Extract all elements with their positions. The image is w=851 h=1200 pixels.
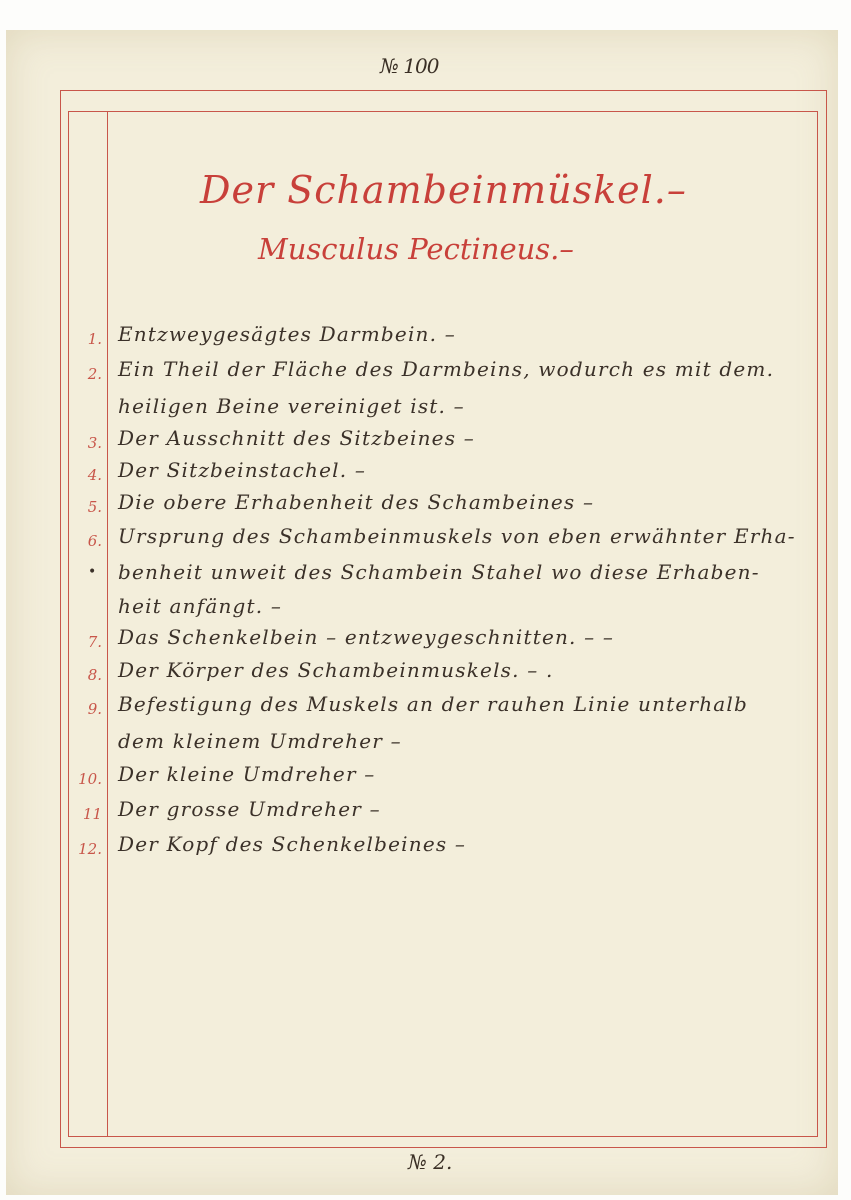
page-title: Der Schambeinmüskel.– [200,168,687,212]
entry-line: Das Schenkelbein – entzweygeschnitten. – – [118,625,615,649]
entry-number: 9. [87,700,102,718]
entry-line: dem kleinem Umdreher – [118,729,402,753]
entry-number: 2. [87,365,102,383]
entry-line: Entzweygesägtes Darmbein. – [118,322,456,346]
entry-line: heit anfängt. – [118,594,283,618]
entry-line: benheit unweit des Schambein Stahel wo diese Erhaben- [118,560,760,584]
entry-number: 7. [87,633,102,651]
entry-number: 3. [87,434,102,452]
entry-line: Ein Theil der Fläche des Darmbeins, wodurch es mit dem. [118,357,775,381]
entry-line: Der Ausschnitt des Sitzbeines – [118,426,475,450]
page-number: № 2. [408,1150,453,1174]
entry-number: 12. [78,840,102,858]
folio-number: № 100 [380,54,439,78]
entry-number: 5. [87,498,102,516]
entry-number: 6. [87,532,102,550]
page-subtitle: Musculus Pectineus.– [258,232,574,266]
entry-number: 4. [87,466,102,484]
entry-line: Der kleine Umdreher – [118,762,376,786]
entry-line: Der Kopf des Schenkelbeines – [118,832,467,856]
entry-number: 8. [87,666,102,684]
entry-line: Der Sitzbeinstachel. – [118,458,367,482]
margin-rule [107,111,108,1137]
entry-line: Die obere Erhabenheit des Schambeines – [118,490,595,514]
entry-line: Der grosse Umdreher – [118,797,381,821]
entry-number: 10. [78,770,102,788]
entry-line: Befestigung des Muskels an der rauhen Linie unterhalb [118,692,749,716]
margin-dot: • [88,564,97,580]
entry-number: 1. [87,330,102,348]
entry-number: 11 [82,805,102,823]
entry-line: heiligen Beine vereiniget ist. – [118,394,465,418]
entry-line: Der Körper des Schambeinmuskels. – . [118,658,554,682]
entry-line: Ursprung des Schambeinmuskels von eben erwähnter Erha- [118,524,796,548]
